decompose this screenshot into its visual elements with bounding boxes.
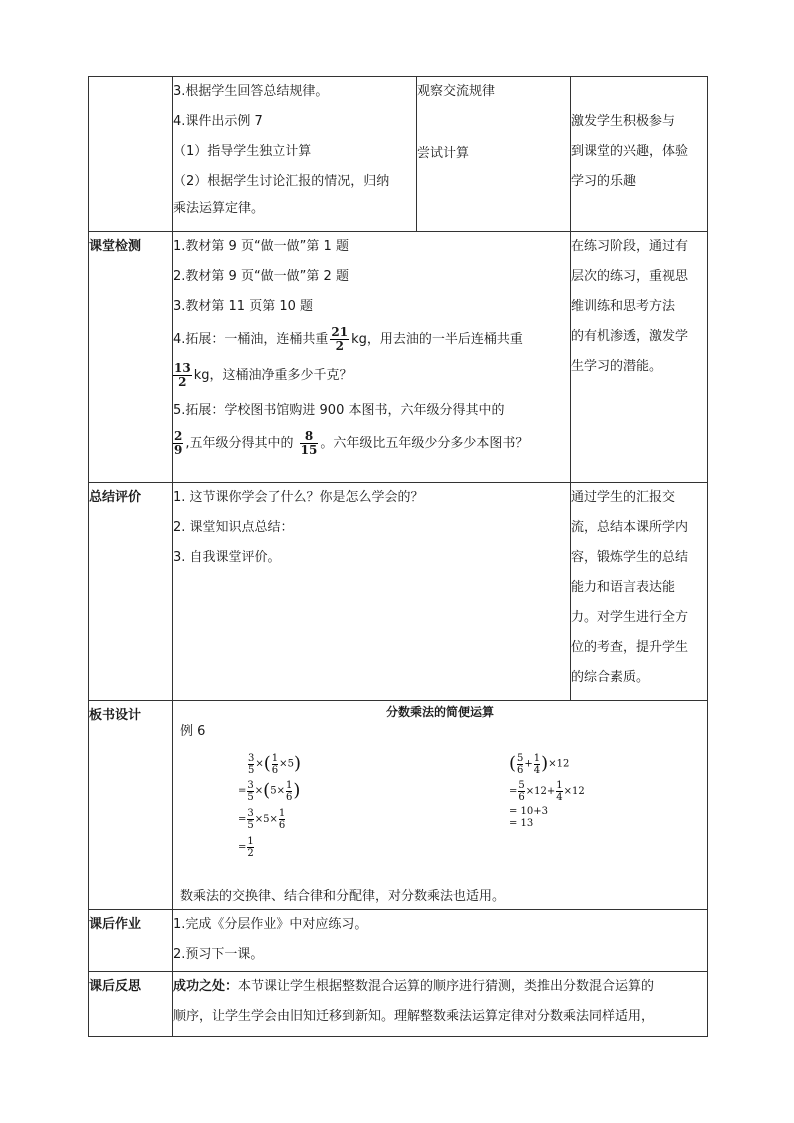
board-example: 例 6 [180,724,206,739]
check-note [571,232,708,483]
check-item-4 [173,322,570,358]
check-item-4-cont [173,358,570,394]
summary-content [173,483,571,701]
frac-num: 21 [331,325,349,339]
frac-den: 2 [335,339,344,353]
check-label: 课堂检测 [89,232,173,483]
frac-1-6: $\frac{1}{6}$ [271,752,279,776]
check-content [173,232,571,483]
reflection-row [89,972,708,1037]
summary-note-line: 位的考查，提升学生 [571,640,689,655]
reflection-line [173,972,707,1002]
calc-line: = 10+3 [509,806,549,817]
summary-note-line: 的综合素质。 [571,670,650,685]
intent-line: 激发学生积极参与 [571,114,676,129]
teacher-line: 4.课件出示例 7 [173,114,263,129]
summary-note-line: 容，锻炼学生的总结 [571,550,689,565]
homework-item: 2.预习下一课。 [173,947,264,962]
teacher-line: 3.根据学生回答总结规律。 [173,84,329,99]
process-label-cell [89,77,173,232]
board-footer: 数乘法的交换律、结合律和分配律，对分数乘法也适用。 [180,889,506,904]
board-content [173,701,708,910]
calc-line: = $\frac{3}{5}$ ×5× $\frac{1}{6}$ [238,808,286,831]
check-item: 1.教材第 9 页“做一做”第 1 题 [173,239,349,254]
student-line: 尝试计算 [417,146,470,161]
item5-text-b: ,五年级分得其中的 [185,436,294,451]
calc-line: = $\frac{1}{2}$ [238,836,254,859]
reflection-text: 本节课让学生根据整数混合运算的顺序进行猜测，类推出分数混合运算的 [238,979,655,994]
fraction-8-15 [300,430,319,457]
board-label: 板书设计 [89,701,173,910]
reflection-line: 顺序，让学生学会由旧知迁移到新知。理解整数乘法运算定律对分数乘法同样适用， [173,1009,655,1024]
summary-note-line: 力。对学生进行全方 [571,610,689,625]
check-item-5: 5.拓展：学校图书馆购进 900 本图书，六年级分得其中的 [173,403,505,418]
right-calculation [509,749,659,849]
homework-item: 1.完成《分层作业》中对应练习。 [173,917,368,932]
summary-item: 3. 自我课堂评价。 [173,550,281,565]
teacher-line: 乘法运算定律。 [173,201,265,216]
fraction-13-2 [173,362,192,389]
intent-line: 到课堂的兴趣，体验 [571,144,689,159]
item4-text-c: kg，这桶油净重多少千克？ [193,368,353,383]
check-note-line: 在练习阶段，通过有 [571,239,689,254]
summary-note-line: 能力和语言表达能 [571,580,676,595]
calc-line: = 13 [509,818,534,829]
reflection-lead: 成功之处： [173,979,239,994]
frac-3-5: $\frac{3}{5}$ [248,752,255,776]
summary-item: 1. 这节课你学会了什么？你是怎么学会的？ [173,490,424,505]
student-activity-cell [417,77,571,232]
frac-den: 15 [300,443,318,457]
fraction-2-9 [173,430,183,457]
check-row [89,232,708,483]
frac-den: 2 [178,375,187,389]
check-note-line: 维训练和思考方法 [571,299,676,314]
intent-cell [571,77,708,232]
check-item-5-cont [173,426,570,462]
summary-label: 总结评价 [89,483,173,701]
summary-row [89,483,708,701]
summary-note [571,483,708,701]
fraction-21-2 [330,326,349,353]
item5-text-c: 。六年级比五年级少分多少本图书？ [320,436,529,451]
teacher-line: （2）根据学生讨论汇报的情况，归纳 [173,174,390,189]
frac-den: 9 [174,443,183,457]
calc-line: = $\frac{3}{5}$ ×(5× $\frac{1}{6}$ ) [238,779,301,803]
check-note-line: 的有机渗透，激发学 [571,329,689,344]
frac-num: 2 [174,429,183,443]
homework-content [173,910,708,972]
check-item: 3.教材第 11 页第 10 题 [173,299,314,314]
summary-note-line: 通过学生的汇报交 [571,490,676,505]
reflection-content [173,972,708,1037]
calc-line: $\frac{3}{5}$ ×( $\frac{1}{6}$ ×5) [248,752,301,776]
board-title: 分数乘法的简便运算 [385,705,494,719]
teacher-activity-cell [173,77,417,232]
process-row [89,77,708,232]
check-note-line: 生学习的潜能。 [571,359,663,374]
item4-text-b: kg，用去油的一半后连桶共重 [351,332,523,347]
student-line: 观察交流规律 [417,84,496,99]
calc-line: ( $\frac{5}{6}$ + $\frac{1}{4}$ )×12 [509,752,570,776]
item4-text-a: 4.拓展：一桶油，连桶共重 [173,332,329,347]
homework-row [89,910,708,972]
summary-note-line: 流，总结本课所学内 [571,520,689,535]
frac-num: 13 [174,361,191,375]
board-row [89,701,708,910]
intent-line: 学习的乐趣 [571,174,637,189]
check-item: 2.教材第 9 页“做一做”第 2 题 [173,269,349,284]
teacher-line: （1）指导学生独立计算 [173,144,312,159]
homework-label: 课后作业 [89,910,173,972]
reflection-label: 课后反思 [89,972,173,1037]
frac-num: 8 [300,430,319,444]
lesson-plan-table [88,76,708,1037]
calc-line: = $\frac{5}{6}$ ×12+ $\frac{1}{4}$ ×12 [509,780,585,803]
summary-item: 2. 课堂知识点总结： [173,520,294,535]
check-note-line: 层次的练习，重视思 [571,269,689,284]
left-calculation [238,749,358,879]
